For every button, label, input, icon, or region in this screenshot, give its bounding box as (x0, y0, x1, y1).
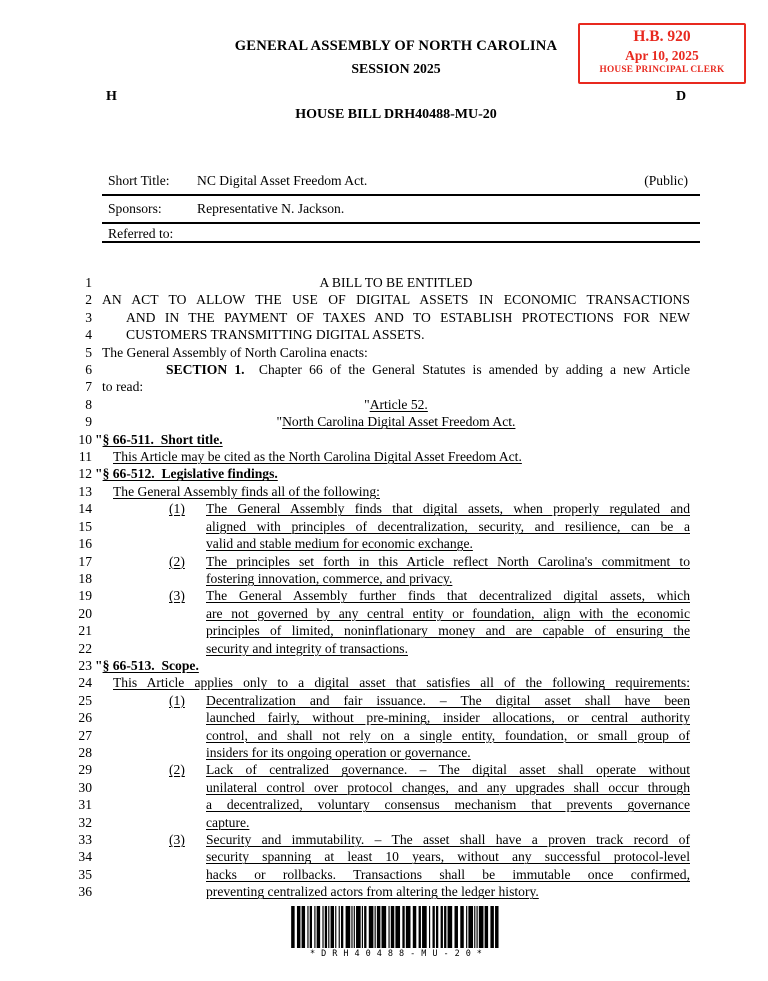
line-number: 6 (85, 362, 92, 378)
line-number: 30 (78, 779, 92, 795)
line-number: 31 (78, 797, 92, 813)
bill-line-11 (0, 448, 768, 465)
item-marker: (2) (169, 553, 185, 569)
info-row-label: Referred to: (108, 226, 174, 241)
line-number: 22 (78, 640, 92, 656)
line-text: This Article applies only to a digital asset that satisfies all of the following requirements: (113, 675, 690, 691)
assembly-title: GENERAL ASSEMBLY OF NORTH CAROLINA (234, 38, 558, 54)
line-number: 15 (78, 518, 92, 534)
line-text: "North Carolina Digital Asset Freedom Act. (276, 414, 516, 430)
info-row-label: Short Title: (108, 173, 170, 188)
bill-line-24 (0, 674, 768, 691)
bill-line-18 (0, 570, 768, 587)
line-number: 1 (85, 275, 92, 290)
bill-line-36 (0, 883, 768, 900)
line-text: valid and stable medium for economic exchange. (206, 536, 473, 552)
line-text: are not governed by any central entity or foundation, align with the economic (206, 605, 690, 621)
barcode-block (102, 906, 690, 959)
bill-title: HOUSE BILL DRH40488-MU-20 (295, 107, 497, 122)
line-text: security and integrity of transactions. (206, 640, 408, 656)
line-text: to read: (102, 379, 144, 395)
bill-line-35 (0, 866, 768, 883)
bill-line-31 (0, 796, 768, 813)
line-text: security spanning at least 10 years, without any successful protocol-level (206, 849, 690, 865)
line-number: 5 (85, 344, 92, 360)
bill-line-23 (0, 657, 768, 674)
body-lines (0, 274, 768, 901)
line-text: AN ACT TO ALLOW THE USE OF DIGITAL ASSETS IN ECONOMIC TRANSACTIONS (102, 292, 690, 308)
line-text: launched fairly, without pre-mining, insider allocations, or central authority (206, 710, 690, 726)
line-number: 33 (78, 832, 92, 847)
item-marker: (3) (169, 588, 185, 604)
line-number: 35 (78, 866, 92, 882)
line-text: preventing centralized actors from altering the ledger history. (206, 884, 539, 900)
bill-line-9 (0, 413, 768, 430)
bill-line-20 (0, 605, 768, 622)
item-marker: (1) (169, 501, 185, 517)
line-number: 26 (78, 710, 92, 726)
line-text: control, and shall not rely on a single entity, foundation, or small group of (206, 727, 690, 743)
line-number: 24 (78, 675, 92, 691)
info-row-label: Sponsors: (108, 201, 162, 216)
line-text: a decentralized, voluntary consensus mechanism that prevents governance (206, 797, 690, 813)
line-number: 13 (78, 483, 92, 499)
line-text: Security and immutability. – The asset shall have a proven track record of (206, 832, 690, 847)
line-text: A BILL TO BE ENTITLED (319, 275, 473, 290)
line-text: "§ 66-511. Short title. (95, 431, 223, 447)
line-number: 8 (85, 396, 92, 412)
info-row-1 (102, 196, 700, 224)
bill-line-21 (0, 622, 768, 639)
bill-line-15 (0, 518, 768, 535)
bill-line-10 (0, 431, 768, 448)
line-number: 4 (85, 327, 92, 343)
stamp-date: Apr 10, 2025 (625, 48, 699, 63)
info-row-2 (102, 224, 700, 243)
session-title: SESSION 2025 (351, 61, 441, 76)
line-text: Lack of centralized governance. – The digital asset shall operate without (206, 762, 690, 778)
line-text: "§ 66-512. Legislative findings. (95, 466, 278, 482)
bill-line-22 (0, 640, 768, 657)
line-number: 23 (78, 657, 92, 673)
line-number: 2 (85, 292, 92, 308)
barcode-text: *DRH40488-MU-20* (310, 949, 488, 959)
bill-line-2 (0, 291, 768, 308)
line-number: 28 (78, 744, 92, 760)
bill-line-13 (0, 483, 768, 500)
line-number: 27 (78, 727, 92, 743)
line-number: 16 (78, 536, 92, 552)
line-text: hacks or rollbacks. Transactions shall be immutable once confirmed, (206, 866, 690, 882)
bill-line-30 (0, 779, 768, 796)
line-number: 17 (78, 553, 92, 569)
line-number: 7 (85, 379, 92, 395)
bill-line-26 (0, 709, 768, 726)
bill-line-19 (0, 587, 768, 604)
info-table (102, 168, 700, 243)
bill-line-16 (0, 535, 768, 552)
info-row-value: Representative N. Jackson. (197, 201, 345, 216)
line-number: 29 (78, 762, 92, 778)
line-text: "Article 52. (364, 396, 428, 412)
line-text: unilateral control over protocol changes, and any upgrades shall occur through (206, 779, 690, 795)
stamp-office: HOUSE PRINCIPAL CLERK (599, 65, 725, 75)
bill-line-6 (0, 361, 768, 378)
line-number: 34 (78, 849, 92, 865)
bill-line-3 (0, 309, 768, 326)
line-number: 21 (78, 623, 92, 639)
line-text: fostering innovation, commerce, and privacy. (206, 570, 453, 586)
line-number: 12 (78, 466, 92, 482)
line-number: 20 (78, 605, 92, 621)
bill-line-32 (0, 814, 768, 831)
line-number: 19 (78, 588, 92, 604)
line-text: Decentralization and fair issuance. – The digital asset shall have been (206, 692, 690, 708)
line-text: The General Assembly finds all of the following: (113, 483, 380, 499)
bill-line-17 (0, 553, 768, 570)
bill-line-34 (0, 848, 768, 865)
bill-line-5 (0, 344, 768, 361)
chamber-mark-house: H (106, 89, 117, 104)
barcode-bars (290, 906, 502, 948)
bill-line-14 (0, 500, 768, 517)
bill-line-12 (0, 465, 768, 482)
line-text: The General Assembly further finds that decentralized digital assets, which (206, 588, 690, 604)
stamp-bill-number: H.B. 920 (633, 28, 691, 45)
line-text: The principles set forth in this Article reflect North Carolina's commitment to (206, 553, 690, 569)
bill-line-1 (0, 274, 768, 291)
line-text: aligned with principles of decentralization, security, and resilience, can be a (206, 518, 690, 534)
line-number: 32 (78, 814, 92, 830)
line-text: The General Assembly finds that digital assets, when properly regulated and (206, 501, 690, 517)
line-number: 14 (78, 501, 92, 517)
bill-line-27 (0, 727, 768, 744)
info-row-right: (Public) (644, 173, 688, 188)
line-number: 10 (78, 431, 92, 447)
bill-line-33 (0, 831, 768, 848)
line-text: "§ 66-513. Scope. (95, 657, 199, 673)
chamber-mark-draft: D (676, 89, 687, 104)
line-text: capture. (206, 814, 250, 830)
line-text: principles of limited, noninflationary money and are capable of ensuring the (206, 623, 690, 639)
line-text: The General Assembly of North Carolina enacts: (102, 344, 368, 360)
line-number: 36 (78, 884, 92, 900)
info-row-0 (102, 168, 700, 196)
bill-line-28 (0, 744, 768, 761)
line-text: CUSTOMERS TRANSMITTING DIGITAL ASSETS. (126, 327, 425, 343)
bill-line-8 (0, 396, 768, 413)
bill-line-4 (0, 326, 768, 343)
bill-line-25 (0, 692, 768, 709)
item-marker: (2) (169, 762, 185, 778)
line-number: 3 (85, 309, 92, 325)
info-row-value: NC Digital Asset Freedom Act. (197, 173, 368, 188)
line-text: AND IN THE PAYMENT OF TAXES AND TO ESTABLISH PROTECTIONS FOR NEW (126, 309, 690, 325)
line-text: insiders for its ongoing operation or governance. (206, 744, 471, 760)
clerk-stamp (578, 23, 746, 84)
line-text: SECTION 1. Chapter 66 of the General Statutes is amended by adding a new Article (166, 362, 690, 378)
line-number: 9 (85, 414, 92, 430)
line-number: 11 (78, 449, 92, 465)
bill-line-7 (0, 378, 768, 395)
line-number: 18 (78, 570, 92, 586)
bill-line-29 (0, 761, 768, 778)
item-marker: (3) (169, 832, 185, 847)
line-number: 25 (78, 692, 92, 708)
line-text: This Article may be cited as the North Carolina Digital Asset Freedom Act. (113, 449, 522, 465)
item-marker: (1) (169, 692, 185, 708)
